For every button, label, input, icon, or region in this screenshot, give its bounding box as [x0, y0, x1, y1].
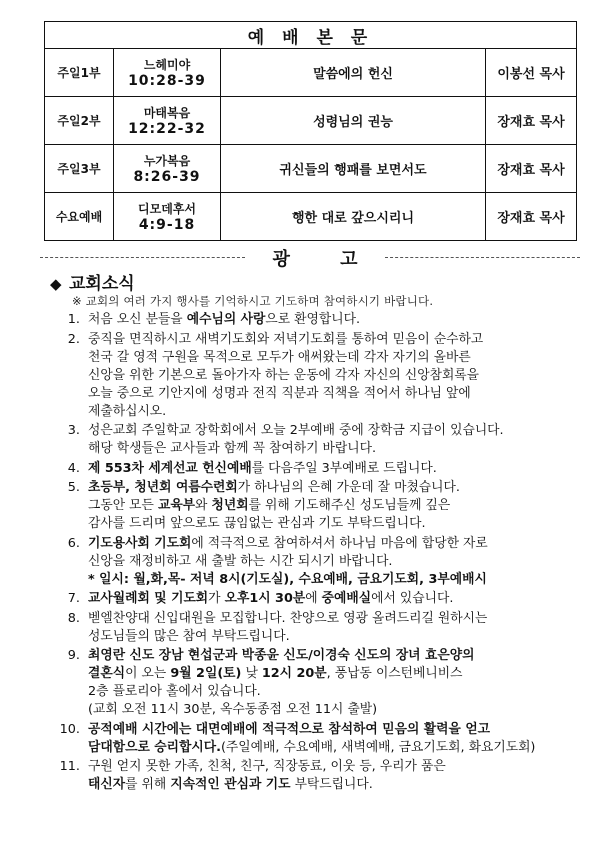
item-number: 10.: [59, 721, 80, 737]
emphasis-text: 담대함으로 승리합시다.: [88, 739, 221, 755]
item-number: 7.: [67, 591, 80, 606]
scripture-book: 마태복음: [143, 105, 191, 120]
preacher-name: 장재효 목사: [486, 145, 577, 193]
item-number: 5.: [67, 480, 80, 495]
emphasis-text: 태신자: [88, 777, 126, 792]
item-text: [88, 422, 590, 458]
section-heading: [50, 269, 135, 294]
announcements-header: [40, 247, 580, 270]
emphasis-text: 제 553차 세계선교 헌신예배: [88, 460, 252, 476]
preacher-name: 장재효 목사: [486, 193, 577, 241]
announcement-item: [42, 479, 590, 533]
item-text: [88, 479, 590, 533]
text-line: 천국 갈 영적 구원을 목적으로 모두가 애써왔는데 각자 자기의 올바른: [88, 349, 471, 365]
item-number: 4.: [67, 460, 80, 476]
announcement-list: [42, 311, 590, 796]
schedule-row: [45, 97, 577, 145]
dashed-divider-left: [40, 257, 245, 258]
announcements-title: 광 고: [272, 249, 380, 270]
emphasis-text: 오후1시 30분: [224, 591, 306, 606]
text-line: 오늘 중으로 기안지에 성명과 전직 직분과 직책을 적어서 하나님 앞에: [88, 385, 471, 401]
scripture-book: 디모데후서: [138, 201, 196, 216]
schedule-row: [45, 145, 577, 193]
sermon-title: 말씀에의 헌신: [221, 49, 486, 97]
text-line: 태신자를 위해 지속적인 관심과 기도 부탁드립니다.: [88, 777, 373, 792]
emphasis-text: 기도용사회 기도회: [88, 535, 192, 551]
item-number: 2.: [67, 331, 80, 347]
schedule-row: [45, 193, 577, 241]
schedule-row: [45, 49, 577, 97]
text-line: 제출하십시오.: [88, 403, 167, 419]
worship-schedule-table: [44, 21, 577, 241]
scripture-ref: 10:28-39: [128, 72, 206, 89]
announcement-item: [42, 758, 590, 794]
announcement-item: [42, 422, 590, 458]
scripture-ref: 8:26-39: [133, 168, 201, 185]
scripture-book: 누가복음: [143, 153, 191, 168]
item-number: 1.: [67, 312, 80, 327]
announcement-item: [42, 610, 590, 646]
emphasis-text: 청년회: [211, 498, 249, 513]
service-name: 주일2부: [45, 97, 114, 145]
item-text: [88, 460, 590, 478]
emphasis-text: 최영란 신도 장남 현섭군과 박종윤 신도/이경숙 신도의 장녀 효은양의: [88, 648, 475, 663]
emphasis-text: 예수님의 사랑: [186, 312, 266, 327]
scripture-ref: 4:9-18: [138, 216, 196, 233]
preacher-name: 장재효 목사: [486, 97, 577, 145]
item-text: [88, 311, 590, 329]
text-line: 성도님들의 많은 참여 부탁드립니다.: [88, 628, 290, 644]
item-number: 11.: [59, 759, 80, 774]
announcement-item: [42, 311, 590, 329]
sermon-title: 행한 대로 갚으시리니: [221, 193, 486, 241]
text-line: [88, 647, 590, 665]
diamond-icon: ◆: [50, 275, 62, 293]
item-text: [88, 590, 590, 608]
sermon-title: 성령님의 권능: [221, 97, 486, 145]
announcement-item: [42, 590, 590, 608]
announcement-item: [42, 535, 590, 589]
announcement-item: [42, 721, 590, 757]
emphasis-text: 공적예배 시간에는 대면예배에 적극적으로 참석하여 믿음의 활력을 얻고: [88, 721, 491, 737]
scripture-cell: [114, 97, 221, 145]
text-line: 초등부, 청년회 여름수련회가 하나님의 은혜 가운데 잘 마쳤습니다.: [88, 480, 460, 495]
emphasis-text: 초등부, 청년회 여름수련회: [88, 480, 238, 495]
text-line: 처음 오신 분들을 예수님의 사랑으로 환영합니다.: [88, 312, 361, 327]
preacher-name: 이봉선 목사: [486, 49, 577, 97]
text-line: 제 553차 세계선교 헌신예배를 다음주일 3부예배로 드립니다.: [88, 460, 437, 476]
sermon-title: 귀신들의 행패를 보면서도: [221, 145, 486, 193]
item-number: 9.: [67, 648, 80, 663]
emphasis-text: 12시 20분: [261, 666, 327, 681]
item-text: [88, 647, 590, 719]
text-line: 구원 얻지 못한 가족, 친척, 친구, 직장동료, 이웃 등, 우리가 품은: [88, 759, 446, 774]
emphasis-text: 9월 2일(토): [170, 666, 242, 681]
text-line: 그동안 모든 교육부와 청년회를 위해 기도해주신 성도님들께 깊은: [88, 498, 451, 513]
emphasis-text: 중예배실: [321, 591, 372, 606]
item-text: [88, 758, 590, 794]
emphasis-text: 지속적인 관심과 기도: [170, 777, 291, 792]
item-text: [88, 610, 590, 646]
service-name: 주일1부: [45, 49, 114, 97]
text-line: 교사월례회 및 기도회가 오후1시 30분에 중예배실에서 있습니다.: [88, 591, 454, 606]
announcement-item: [42, 460, 590, 478]
text-line: 신앙을 위한 기본으로 돌아가자 하는 운동에 각자 자신의 신앙참회록을: [88, 367, 480, 383]
item-text: [88, 331, 590, 421]
item-number: 6.: [67, 535, 80, 551]
emphasis-text: 교사월례회 및 기도회: [88, 591, 209, 606]
text-line: 벧엘찬양대 신입대원을 모집합니다. 찬양으로 영광 올려드리길 원하시는: [88, 610, 488, 626]
section-note: ※ 교회의 여러 가지 행사를 기억하시고 기도하며 참여하시기 바랍니다.: [72, 294, 434, 308]
text-line: [88, 571, 590, 589]
emphasis-text: 결혼식: [88, 666, 126, 681]
scripture-cell: [114, 145, 221, 193]
item-number: 3.: [67, 423, 80, 438]
scripture-cell: [114, 49, 221, 97]
item-text: [88, 721, 590, 757]
text-line: 담대함으로 승리합시다.(주일예배, 수요예배, 새벽예배, 금요기도회, 화요기도회): [88, 739, 536, 755]
text-line: 결혼식이 오는 9월 2일(토) 낮 12시 20분, 풍납동 이스턴베니비스: [88, 666, 463, 681]
schedule-title: 예 배 본 문: [45, 22, 577, 49]
dashed-divider-right: [385, 257, 580, 258]
service-name: 주일3부: [45, 145, 114, 193]
emphasis-text: * 일시: 월,화,목- 저녁 8시(기도실), 수요예배, 금요기도회, 3부예배시: [88, 571, 487, 587]
text-line: 해당 학생들은 교사들과 함께 꼭 참여하기 바랍니다.: [88, 441, 377, 456]
item-text: [88, 535, 590, 589]
text-line: 기도용사회 기도회에 적극적으로 참여하셔서 하나님 마음에 합당한 자로: [88, 535, 488, 551]
text-line: 감사를 드리며 앞으로도 끊임없는 관심과 기도 부탁드립니다.: [88, 516, 426, 531]
service-name: 수요예배: [45, 193, 114, 241]
emphasis-text: 교육부: [157, 498, 196, 513]
item-number: 8.: [67, 610, 80, 626]
text-line: 성은교회 주일학교 장학회에서 오늘 2부예배 중에 장학금 지급이 있습니다.: [88, 423, 504, 438]
text-line: 신앙을 재정비하고 새 출발 하는 시간 되시기 바랍니다.: [88, 553, 393, 569]
section-title: 교회소식: [69, 274, 135, 294]
text-line: [88, 721, 590, 739]
announcement-item: [42, 331, 590, 421]
scripture-ref: 12:22-32: [128, 120, 206, 137]
text-line: (교회 오전 11시 30분, 옥수동종점 오전 11시 출발): [88, 702, 378, 717]
text-line: 2층 플로리아 홀에서 있습니다.: [88, 684, 261, 699]
text-line: 중직을 면직하시고 새벽기도회와 저녁기도회를 통하여 믿음이 순수하고: [88, 331, 484, 347]
announcement-item: [42, 647, 590, 719]
scripture-cell: [114, 193, 221, 241]
scripture-book: 느헤미야: [143, 57, 191, 72]
